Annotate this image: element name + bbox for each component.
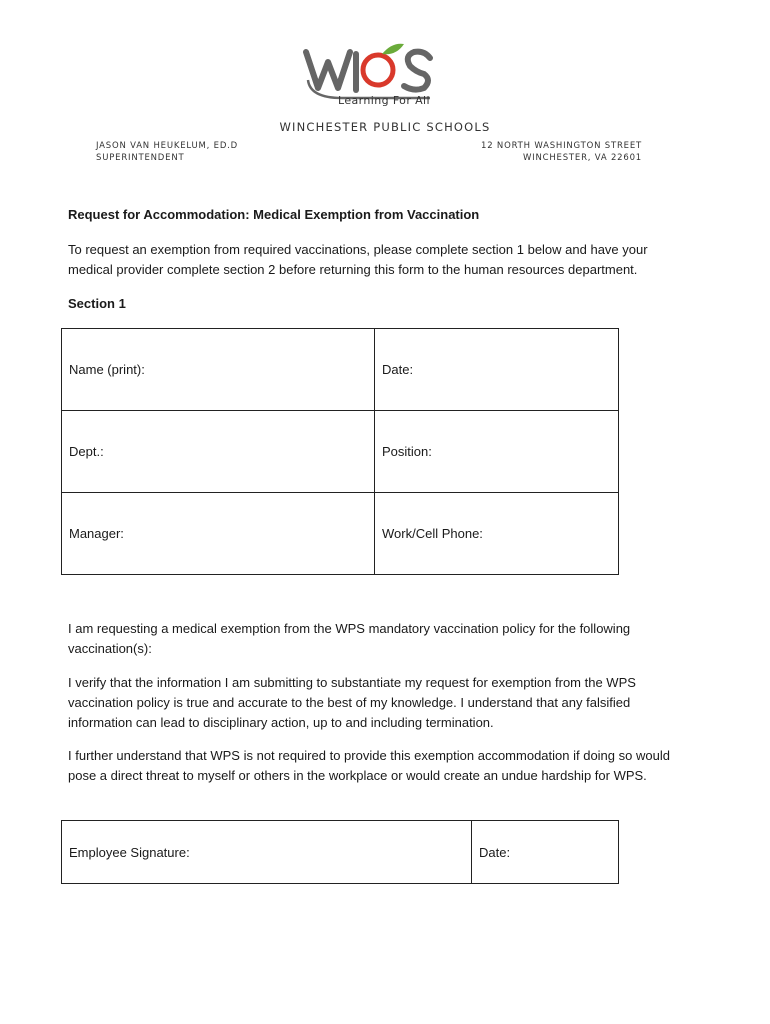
address-street: 12 NORTH WASHINGTON STREET (481, 141, 642, 151)
name-label: Name (print): (69, 362, 145, 377)
signature-table (61, 820, 619, 884)
further-paragraph: I further understand that WPS is not required to provide this exemption accommodation if doing so would pose a direct threat to myself or others in the workplace or would create an undue hardship for WPS. (68, 748, 670, 783)
manager-label: Manager: (69, 526, 124, 541)
district-name: WINCHESTER PUBLIC SCHOOLS (279, 120, 491, 134)
position-label: Position: (382, 444, 432, 459)
superintendent-name: JASON VAN HEUKELUM, ED.D (96, 141, 239, 151)
dept-label: Dept.: (69, 444, 104, 459)
address-city: WINCHESTER, VA 22601 (522, 153, 642, 163)
signature-label: Employee Signature: (69, 844, 190, 860)
wps-logo-graphic (300, 40, 440, 100)
section-1-heading: Section 1 (68, 296, 126, 311)
intro-paragraph: To request an exemption from required vaccinations, please complete section 1 below and have your medical provider complete section 2 before returning this form to the human resources department. (68, 242, 648, 277)
verify-paragraph: I verify that the information I am submitting to substantiate my request for exemption from the WPS vaccination policy is true and accurate to the best of my knowledge. I understand that any falsified information can lead to disciplinary action, up to and including termination. (68, 675, 636, 730)
manager-field[interactable] (62, 493, 375, 575)
table-row (62, 329, 619, 411)
superintendent-title: SUPERINTENDENT (96, 153, 185, 163)
date-label: Date: (382, 362, 414, 377)
table-row (62, 493, 619, 575)
signature-date-field[interactable] (472, 821, 619, 884)
address-block (481, 140, 642, 164)
form-title: Request for Accommodation: Medical Exemption from Vaccination (68, 207, 480, 222)
logo-tagline: Learning For All (338, 94, 430, 107)
position-field[interactable] (375, 411, 619, 493)
phone-label: Work/Cell Phone: (382, 526, 483, 541)
employee-signature-field[interactable] (62, 821, 472, 884)
signature-date-label: Date: (479, 844, 511, 860)
date-field[interactable] (375, 329, 619, 411)
table-row (62, 411, 619, 493)
superintendent-block (96, 140, 238, 164)
request-paragraph: I am requesting a medical exemption from the WPS mandatory vaccination policy for the following vaccination(s): (68, 621, 631, 656)
table-row (62, 821, 619, 884)
name-field[interactable] (62, 329, 375, 411)
employee-info-table (61, 328, 619, 575)
phone-field[interactable] (375, 493, 619, 575)
dept-field[interactable] (62, 411, 375, 493)
